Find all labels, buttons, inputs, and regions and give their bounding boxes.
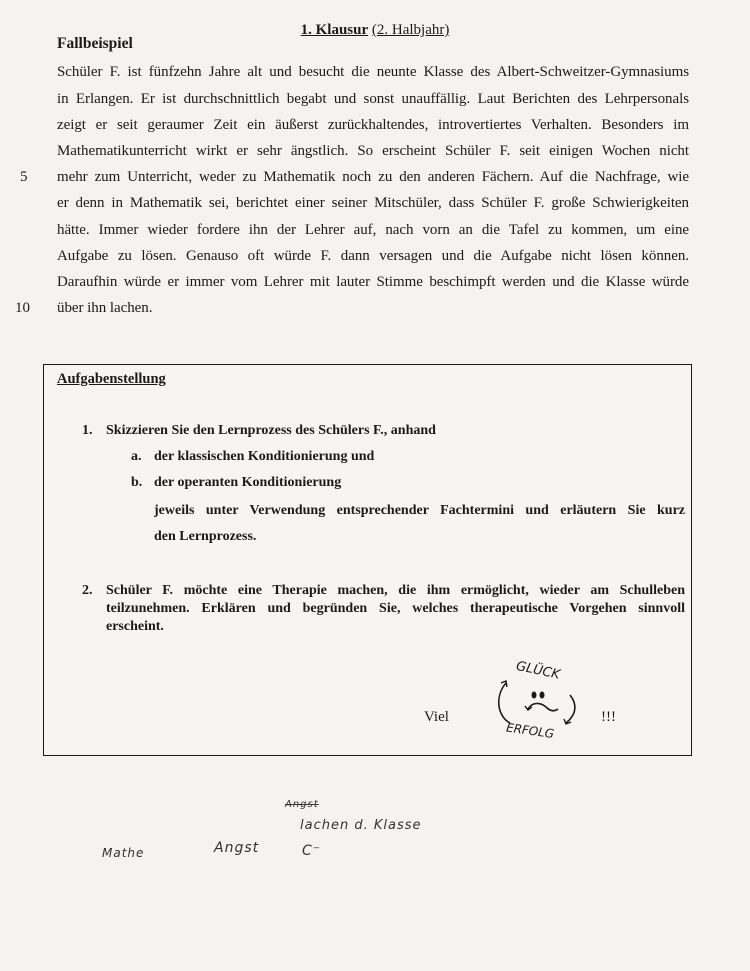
task-box [43,364,692,756]
closing-exclamation: !!! [601,709,616,725]
task1-number: 1. [82,423,93,438]
case-line: Schüler F. ist fünfzehn Jahre alt und besucht die neunte Klasse des Albert-Schweitzer-Gymnasiums [57,64,689,80]
case-line: mehr zum Unterricht, weder zu Mathematik noch zu den anderen Fächern. Auf die Nachfrage, wie [57,169,689,185]
task2-number: 2. [82,583,93,598]
closing-viel: Viel [424,709,449,725]
task1-continuation: den Lernprozess. [154,529,257,544]
task1a-text: der klassischen Konditionierung und [154,449,375,464]
handwritten-note: Mathe [102,846,145,860]
exam-title-semester: (2. Halbjahr) [371,22,450,38]
closing-glueck: GLÜCK [514,658,562,683]
handwritten-note: lachen d. Klasse [300,818,422,833]
line-number: 10 [15,300,30,316]
case-line: Mathematikunterricht wirkt er sehr ängstlich. So erscheint Schüler F. seit einigen Wochen nicht [57,143,689,159]
task2-text: Schüler F. möchte eine Therapie machen, die ihm ermöglicht, wieder am Schulleben [106,583,685,598]
task1-continuation: jeweils unter Verwendung entsprechender Fachtermini und erläutern Sie kurz [154,503,685,518]
case-line: Daraufhin würde er immer vom Lehrer mit lauter Stimme beschimpft werden und die Klasse würde [57,274,689,290]
exam-title-bold: 1. Klausur [300,22,369,38]
task1b-label: b. [131,475,143,490]
task-heading: Aufgabenstellung [57,371,166,387]
line-number: 5 [20,169,28,185]
case-line: zeigt er seit geraumer Zeit ein äußerst zurückhaltendes, introvertiertes Verhalten. Besonders im [57,117,689,133]
task1-text: Skizzieren Sie den Lernprozess des Schülers F., anhand [106,423,436,438]
closing-erfolg: ERFOLG [505,720,556,742]
case-line: Aufgabe zu lösen. Genauso oft würde F. dann versagen und die Aufgabe nicht lösen können. [57,248,689,264]
handwritten-note: Angst [214,840,260,856]
case-heading: Fallbeispiel [57,35,133,52]
case-line: über ihn lachen. [57,300,153,316]
task2-text: erscheint. [106,619,164,634]
task1a-label: a. [131,449,142,464]
task2-text: teilzunehmen. Erklären und begründen Sie, welches therapeutische Vorgehen sinnvoll [106,601,685,616]
case-line: er denn in Mathematik sei, berichtet einer seiner Mitschüler, dass Schüler F. große Schwierigkeiten [57,195,689,211]
case-line: hätte. Immer wieder fordere ihn der Lehrer auf, nach vorn an die Tafel zu kommen, um eine [57,222,689,238]
case-line: in Erlangen. Er ist durchschnittlich begabt und sonst unauffällig. Laut Berichten des Lehrpersonals [57,91,689,107]
handwritten-note: C⁻ [302,843,322,859]
handwritten-note: Angst [285,799,319,810]
smiley-icon [492,657,592,743]
task1b-text: der operanten Konditionierung [154,475,342,490]
